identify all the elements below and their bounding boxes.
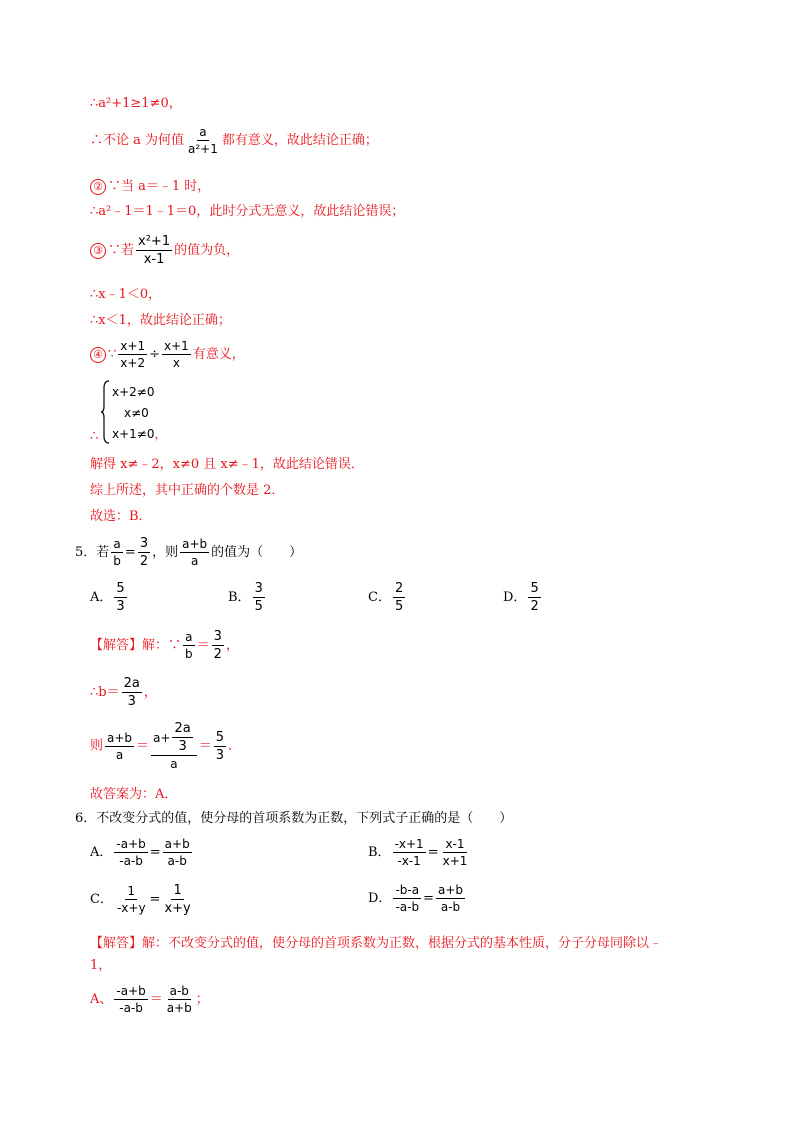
answer-6-post: ； — [195, 992, 209, 1007]
fraction — [253, 582, 265, 613]
answer-tag: 【解答】 — [90, 936, 143, 951]
fraction-denominator: x-1 — [143, 252, 165, 267]
fraction — [165, 985, 194, 1014]
fraction-numerator: 3 — [254, 581, 263, 596]
fraction-numerator: 1 — [173, 883, 182, 898]
line-2 — [90, 126, 378, 155]
option-label: B． — [368, 845, 391, 860]
fraction-denominator: b — [185, 647, 193, 661]
fraction — [105, 732, 134, 761]
system-row: x+2≠0 — [112, 385, 155, 399]
fraction-denominator: a+b — [166, 1001, 192, 1015]
fraction-denominator: 5 — [254, 599, 263, 614]
fraction — [393, 582, 405, 613]
line-2-post: 都有意义，故此结论正确； — [221, 133, 378, 148]
option-label: A． — [90, 590, 113, 605]
fraction-denominator: x — [172, 356, 180, 370]
item-number: ④ — [90, 347, 106, 363]
item-number: ③ — [90, 243, 106, 259]
answer-6-pre: A、 — [90, 992, 113, 1007]
option-label: C． — [368, 590, 391, 605]
equals-sign: = — [149, 845, 161, 860]
q6-option-d — [368, 884, 467, 913]
fraction-numerator: x+1 — [120, 339, 146, 353]
fraction-denominator: a — [190, 554, 199, 568]
fraction-denominator: 3 — [116, 599, 125, 614]
fraction — [122, 677, 142, 708]
answer-5-l2-pre: ∴b＝ — [90, 685, 120, 700]
fraction-denominator: -x-1 — [397, 854, 421, 868]
line-11: 故选：B． — [90, 509, 152, 524]
fraction-numerator: x+1 — [163, 339, 189, 353]
fraction-denominator: a-b — [440, 900, 461, 914]
equals-sign: = — [149, 892, 161, 907]
fraction-numerator: -a+b — [116, 837, 146, 851]
fraction-denominator: a-b — [167, 854, 187, 868]
option-label: A． — [90, 845, 113, 860]
fraction-numerator: x-1 — [445, 837, 465, 851]
system-row: x≠0 — [124, 406, 149, 420]
line-5-post: 的值为负， — [174, 243, 240, 258]
equals-sign: = — [124, 545, 136, 560]
answer-6-text: 解：不改变分式的值，使分母的首项系数为正数，根据分式的基本性质，分子分母同除以﹣ — [142, 936, 663, 951]
fraction-numerator: -b-a — [395, 883, 420, 897]
line-5-pre: ∵若 — [108, 243, 135, 258]
fraction-denominator: 2 — [139, 554, 149, 569]
fraction-numerator: 5 — [530, 581, 539, 596]
fraction-numerator: a+b — [182, 537, 208, 551]
fraction-denominator: x+2 — [120, 356, 146, 370]
line-1: ∴a²+1≥1≠0， — [90, 96, 182, 111]
fraction-numerator: 5 — [116, 581, 125, 596]
fraction — [163, 838, 192, 867]
answer-6-line-2: 1， — [90, 958, 112, 973]
fraction-numerator: a+b — [437, 883, 464, 897]
fraction-numerator: 2a — [174, 721, 191, 736]
q5-option-b — [228, 582, 267, 613]
fraction-denominator: a²+1 — [188, 142, 218, 156]
answer-5-pre: 解：∵ — [142, 638, 182, 653]
fraction-denominator: 5 — [394, 599, 404, 614]
q5-option-d — [503, 582, 543, 613]
question-5 — [75, 537, 302, 568]
line-8-post: 有意义， — [192, 347, 245, 362]
equals-sign: = — [423, 891, 434, 906]
answer-5-l3-pre: 则 — [90, 738, 104, 754]
answer-5-final: 故答案为：A． — [90, 787, 178, 802]
line-9: 解得 x≠﹣2，x≠0 且 x≠﹣1，故此结论错误． — [90, 457, 364, 472]
fraction-denominator: 2 — [213, 647, 222, 662]
q5-option-c — [368, 582, 407, 613]
answer-5-line-1 — [90, 630, 239, 661]
fraction — [114, 985, 147, 1014]
fraction — [441, 838, 470, 867]
system-prefix: ∴ — [90, 429, 99, 444]
line-4: ∴a²﹣1＝1﹣1＝0，此时分式无意义，故此结论错误； — [90, 204, 405, 219]
fraction — [136, 235, 172, 266]
answer-5-l2-post: ， — [143, 685, 157, 700]
fraction-numerator — [151, 722, 197, 756]
fraction — [393, 838, 426, 867]
equals-sign: ＝ — [149, 992, 163, 1007]
fraction — [214, 731, 226, 762]
fraction — [528, 582, 540, 613]
fraction-numerator: a — [113, 537, 121, 551]
question-5-number: 5．若 — [75, 545, 110, 560]
line-3 — [90, 179, 210, 195]
fraction-numerator: a — [185, 630, 193, 644]
equals-sign: = — [427, 845, 439, 860]
complex-fraction — [151, 722, 197, 770]
fraction — [138, 537, 150, 568]
line-3-text: ∵当 a＝﹣1 时， — [108, 179, 211, 194]
numerator-text: a+ — [153, 730, 171, 745]
answer-6-line-1 — [90, 937, 662, 950]
q5-option-a — [90, 582, 129, 613]
answer-5-l3-post: ． — [228, 738, 242, 754]
fraction-denominator: a — [115, 747, 124, 762]
fraction-denominator: 3 — [178, 739, 187, 754]
line-5 — [90, 235, 239, 266]
fraction-numerator: 2 — [394, 581, 404, 596]
fraction-numerator: -x+1 — [394, 837, 424, 851]
option-label: D． — [368, 891, 392, 906]
fraction-numerator: 3 — [213, 629, 222, 644]
fraction — [172, 722, 192, 753]
fraction-numerator: 5 — [215, 729, 225, 745]
system-post: ， — [154, 427, 167, 441]
fraction-numerator: a+b — [107, 730, 133, 745]
equals-sign: ＝ — [136, 738, 150, 754]
fraction — [180, 538, 209, 567]
equals-sign: ＝ — [198, 738, 212, 754]
q6-option-a — [90, 838, 194, 867]
q6-option-c — [90, 884, 195, 915]
fraction — [436, 884, 465, 913]
fraction — [212, 630, 224, 661]
line-8 — [90, 340, 245, 369]
option-label: C． — [90, 892, 113, 907]
system-rows — [112, 382, 167, 445]
divide-sign: ÷ — [149, 347, 160, 362]
answer-5-post: ， — [225, 638, 239, 653]
system-row: x+1≠0 — [112, 427, 155, 441]
answer-5-line-2 — [90, 677, 157, 708]
item-number: ② — [90, 179, 106, 195]
fraction — [114, 838, 147, 867]
answer-tag: 【解答】 — [90, 638, 143, 653]
fraction-numerator: x²+1 — [138, 234, 171, 249]
question-5-mid: ，则 — [152, 545, 179, 560]
fraction — [186, 126, 220, 155]
system-brace — [100, 380, 110, 448]
fraction-numerator: a+b — [164, 837, 190, 851]
fraction-denominator: 3 — [215, 747, 225, 763]
fraction-numerator: a — [199, 125, 207, 139]
question-5-post: 的值为（ ） — [211, 545, 303, 560]
line-7: ∴x＜1，故此结论正确； — [90, 313, 231, 328]
answer-5-line-3 — [90, 722, 241, 770]
fraction-denominator: -a-b — [395, 900, 420, 914]
fraction-denominator: x+1 — [442, 854, 468, 868]
fraction-denominator: x+y — [164, 901, 191, 916]
line-8-pre: ∵ — [108, 347, 117, 362]
q6-option-b — [368, 838, 471, 867]
fraction — [115, 885, 148, 914]
system-row-last — [112, 424, 167, 445]
fraction-numerator: -a+b — [116, 984, 146, 998]
line-6: ∴x﹣1＜0， — [90, 287, 162, 302]
fraction-numerator: 3 — [139, 536, 149, 551]
fraction-denominator: 2 — [530, 599, 539, 614]
fraction-denominator: -x+y — [116, 901, 146, 915]
option-label: D． — [503, 590, 527, 605]
fraction-numerator: 2a — [123, 676, 140, 691]
fraction — [393, 884, 421, 913]
fraction-denominator: 3 — [127, 694, 136, 709]
fraction — [183, 631, 195, 660]
option-label: B． — [228, 590, 251, 605]
fraction — [111, 538, 123, 567]
question-6: 6．不改变分式的值，使分母的首项系数为正数，下列式子正确的是（ ） — [75, 811, 513, 826]
fraction-denominator: -a-b — [119, 854, 143, 868]
answer-6-line-3 — [90, 985, 209, 1014]
equals-sign: ＝ — [196, 638, 210, 653]
fraction-numerator: 1 — [127, 884, 136, 898]
fraction — [162, 884, 192, 915]
fraction-denominator: b — [113, 554, 121, 568]
line-10: 综上所述，其中正确的个数是 2． — [90, 483, 285, 498]
line-2-pre: ∴不论 a 为何值 — [90, 133, 185, 148]
fraction-numerator: a-b — [169, 984, 189, 998]
fraction-denominator: a — [170, 757, 178, 771]
fraction — [114, 582, 126, 613]
fraction — [118, 340, 147, 369]
fraction — [162, 340, 191, 369]
fraction-denominator: -a-b — [119, 1001, 143, 1015]
